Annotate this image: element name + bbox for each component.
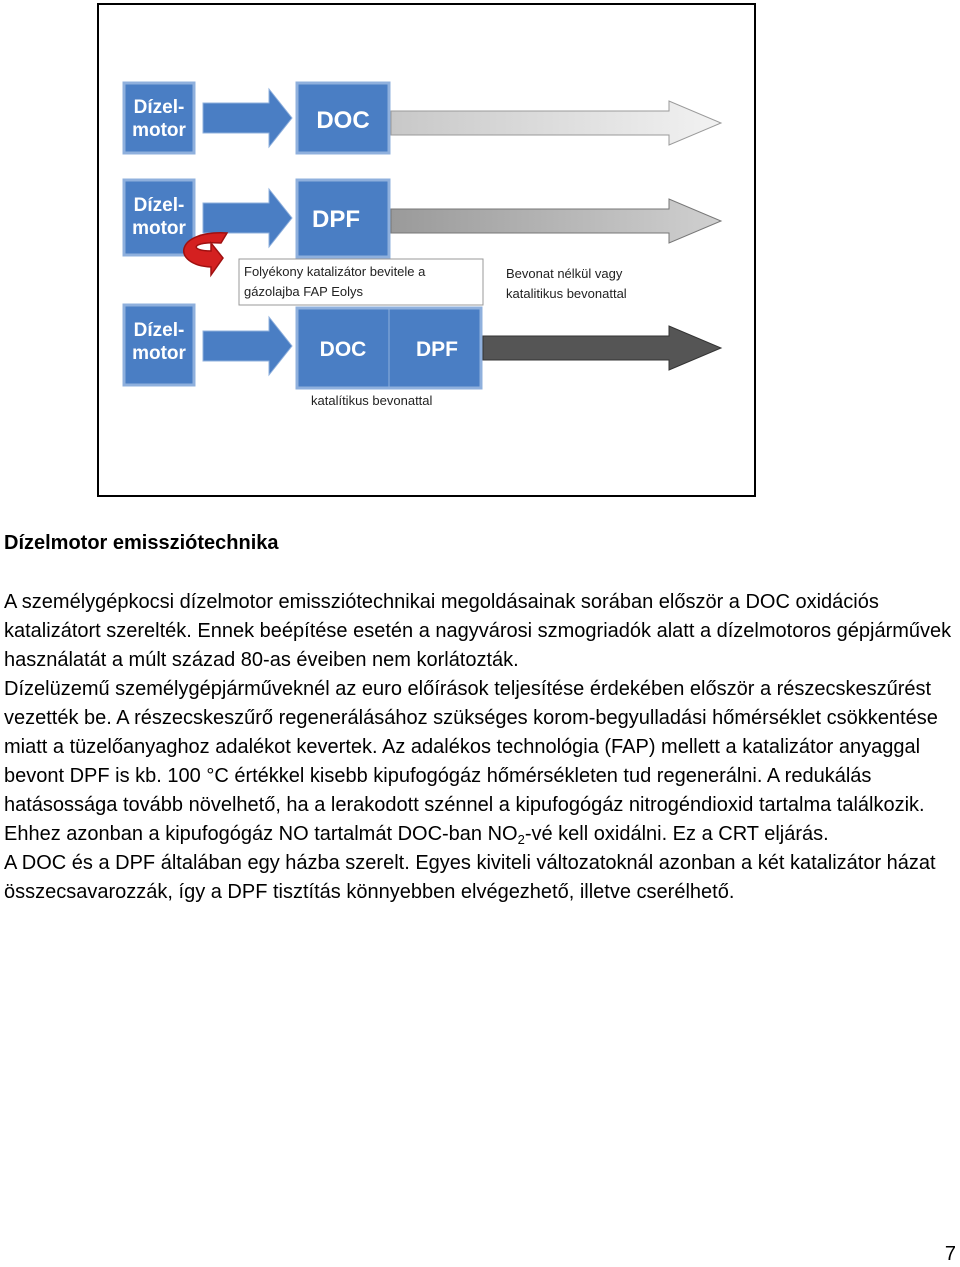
doc-label-3: DOC [319, 338, 367, 361]
paragraph-2 [4, 675, 954, 849]
arrow-engine-to-doc-dpf [203, 317, 292, 375]
exhaust-arrow-3 [483, 326, 721, 370]
coating-note-line-1: Bevonat nélkül vagy [506, 266, 623, 281]
emission-diagram [99, 5, 754, 495]
diagram-figure [97, 3, 756, 497]
exhaust-arrow-2 [391, 199, 721, 243]
paragraph-1: A személygépkocsi dízelmotor emissziótechnikai megoldásainak sorában először a DOC oxidációs katalizátort szerelték. Ennek beépítése esetén a nagyvárosi szmogriadók alatt a dízelmotoros gépjárművek használatát a múlt század 80-as éveiben nem korlátozták. [4, 591, 952, 671]
engine-label-2a: Dízel- [133, 195, 185, 216]
arrow-engine-to-doc [203, 89, 292, 147]
fap-note-line-1: Folyékony katalizátor bevitele a [244, 264, 426, 279]
engine-label-3b: motor [132, 343, 186, 364]
coating-note-line-2: katalitikus bevonattal [506, 286, 627, 301]
section-heading: Dízelmotor emissziótechnika [4, 532, 279, 554]
dpf-label-2: DPF [312, 206, 360, 233]
paragraph-3: A DOC és a DPF általában egy házba szerelt. Egyes kiviteli változatoknál azonban a két katalizátor házat összecsavarozzák, így a DPF tisztítás könnyebben elvégezhető, illetve cserélhető. [4, 852, 936, 903]
doc-label-1: DOC [316, 107, 370, 134]
no2-subscript: 2 [517, 832, 525, 847]
engine-label-2b: motor [132, 218, 186, 239]
engine-box-1 [124, 83, 194, 153]
body-text [4, 588, 954, 907]
engine-label-1b: motor [132, 120, 186, 141]
exhaust-arrow-1 [391, 101, 721, 145]
engine-label-1a: Dízel- [133, 97, 185, 118]
fap-note-line-2: gázolajba FAP Eolys [244, 284, 363, 299]
paragraph-2-end: -vé kell oxidálni. Ez a CRT eljárás. [524, 823, 829, 845]
dpf-label-3: DPF [416, 338, 458, 361]
engine-label-3a: Dízel- [133, 320, 185, 341]
caption-bottom: katalítikus bevonattal [311, 393, 433, 408]
paragraph-2-main: Dízelüzemű személygépjárműveknél az euro előírások teljesítése érdekében először a részecskeszűrést vezették be. A részecskeszűrő regenerálásához szükséges korom-begyulladási hőmérséklet csökkentése miatt a tüzelőanyaghoz adalékot kevertek. Az adalékos technológia (FAP) mellett a katalizátor anyaggal bevont DPF is kb. 100 °C értékkel kisebb kipufogógáz hőmérsékleten tud regenerálni. A redukálás hatásossága tovább növelhető, ha a lerakodott szénnel a kipufogógáz nitrogéndioxid tartalma találkozik. Ehhez azonban a kipufogógáz NO tartalmát DOC-ban NO [4, 678, 938, 845]
page-number: 7 [944, 1243, 956, 1265]
